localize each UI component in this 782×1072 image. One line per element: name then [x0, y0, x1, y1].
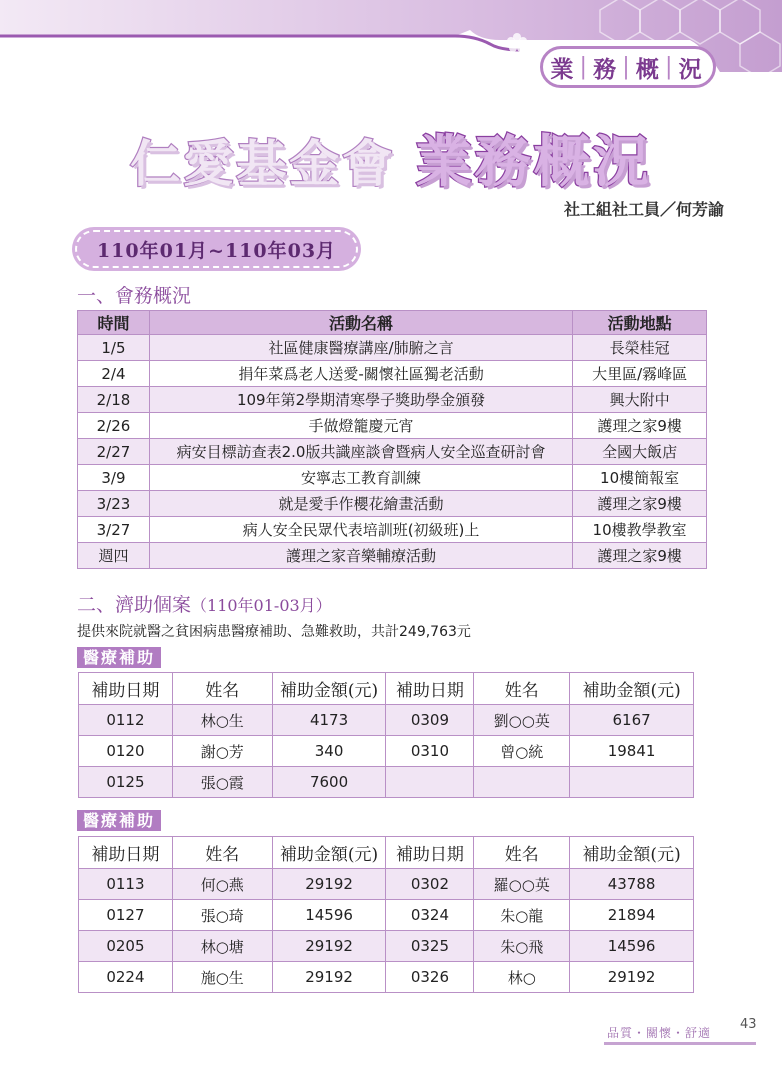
cell-date: 0224 — [79, 962, 173, 993]
table-row — [79, 962, 694, 993]
cell-amount: 21894 — [570, 900, 694, 931]
cell-activity: 病安目標訪查表2.0版共識座談會暨病人安全巡查研討會 — [149, 439, 572, 465]
table-row — [78, 413, 707, 439]
header-tag-char: 概 — [635, 55, 663, 83]
cell-amount: 29192 — [272, 931, 386, 962]
cell-name — [474, 767, 570, 798]
table-row — [78, 491, 707, 517]
cell-date: 0127 — [79, 900, 173, 931]
table-row — [78, 465, 707, 491]
cell-location: 興大附中 — [573, 387, 707, 413]
section2-title — [77, 590, 332, 617]
cell-activity: 捐年菜爲老人送愛-關懷社區獨老活動 — [149, 361, 572, 387]
table-row — [79, 869, 694, 900]
table-header-row — [79, 673, 694, 705]
cell-location: 全國大飯店 — [573, 439, 707, 465]
cell-date: 0302 — [386, 869, 474, 900]
cell-activity: 護理之家音樂輔療活動 — [149, 543, 572, 569]
cell-date: 3/23 — [78, 491, 150, 517]
title-part1: 仁愛基金會 — [130, 135, 396, 193]
cell-date: 0113 — [79, 869, 173, 900]
section1-title: 一、會務概況 — [77, 285, 192, 307]
column-header: 補助日期 — [79, 673, 173, 705]
cell-name: 何○燕 — [172, 869, 272, 900]
aid-table-1 — [78, 672, 694, 798]
cell-amount: 29192 — [272, 869, 386, 900]
cell-name: 林○ — [474, 962, 570, 993]
table-row — [78, 335, 707, 361]
cell-date: 0205 — [79, 931, 173, 962]
cell-location: 護理之家9樓 — [573, 491, 707, 517]
aid-description: 提供來院就醫之貧困病患醫療補助、急難救助，共計249,763元 — [77, 624, 471, 640]
cell-amount: 19841 — [570, 736, 694, 767]
column-header: 活動地點 — [573, 311, 707, 335]
cell-location: 長榮桂冠 — [573, 335, 707, 361]
cell-location: 護理之家9樓 — [573, 543, 707, 569]
cell-date: 0325 — [386, 931, 474, 962]
column-header: 補助日期 — [79, 837, 173, 869]
table-row — [78, 361, 707, 387]
table-row — [79, 767, 694, 798]
cell-name: 林○塘 — [172, 931, 272, 962]
cell-amount: 14596 — [570, 931, 694, 962]
column-header: 補助金額(元) — [272, 837, 386, 869]
section2-subtitle: （110年01-03月） — [191, 596, 332, 615]
page-title — [0, 118, 782, 198]
column-header: 活動名稱 — [149, 311, 572, 335]
column-header: 補助金額(元) — [570, 673, 694, 705]
cell-name: 劉○○英 — [474, 705, 570, 736]
cell-name: 張○琦 — [172, 900, 272, 931]
cell-date: 3/9 — [78, 465, 150, 491]
cell-activity: 109年第2學期清寒學子獎助學金頒發 — [149, 387, 572, 413]
column-header: 補助日期 — [386, 673, 474, 705]
column-header: 補助日期 — [386, 837, 474, 869]
cell-activity: 社區健康醫療講座/肺腑之言 — [149, 335, 572, 361]
table-header-row — [78, 311, 707, 335]
cell-amount — [570, 767, 694, 798]
cell-amount: 14596 — [272, 900, 386, 931]
page-number: 43 — [740, 1017, 757, 1032]
cell-amount: 4173 — [272, 705, 386, 736]
cell-date: 2/4 — [78, 361, 150, 387]
cell-date: 0120 — [79, 736, 173, 767]
aid-label: 醫療補助 — [77, 647, 161, 668]
cell-name: 朱○龍 — [474, 900, 570, 931]
table-header-row — [79, 837, 694, 869]
header-tag: 業 | 務 | 概 | 況 — [540, 46, 716, 88]
section2-title-text: 二、濟助個案 — [77, 594, 192, 616]
cell-activity: 就是愛手作櫻花繪畫活動 — [149, 491, 572, 517]
cell-name: 朱○飛 — [474, 931, 570, 962]
footer-slogan: 品質・關懷・舒適 — [607, 1026, 712, 1040]
column-header: 姓名 — [474, 673, 570, 705]
cell-name: 曾○統 — [474, 736, 570, 767]
cell-date: 0326 — [386, 962, 474, 993]
cell-date: 2/26 — [78, 413, 150, 439]
period-badge: 110年01月~110年03月 — [75, 230, 358, 268]
cell-activity: 病人安全民眾代表培訓班(初級班)上 — [149, 517, 572, 543]
cell-date: 2/18 — [78, 387, 150, 413]
aid-table-2 — [78, 836, 694, 993]
cell-name: 林○生 — [172, 705, 272, 736]
footer-line — [604, 1042, 756, 1045]
cell-name: 張○霞 — [172, 767, 272, 798]
cell-date: 2/27 — [78, 439, 150, 465]
cell-date: 0125 — [79, 767, 173, 798]
column-header: 時間 — [78, 311, 150, 335]
cell-date: 1/5 — [78, 335, 150, 361]
cell-date: 0310 — [386, 736, 474, 767]
header-tag-char: 業 — [550, 55, 578, 83]
aid-label: 醫療補助 — [77, 810, 161, 831]
cell-amount: 29192 — [272, 962, 386, 993]
table-row — [78, 543, 707, 569]
table-row — [79, 736, 694, 767]
cell-name: 羅○○英 — [474, 869, 570, 900]
title-part2: 業務概況 — [415, 130, 652, 195]
cell-name: 謝○芳 — [172, 736, 272, 767]
table-row — [79, 900, 694, 931]
column-header: 補助金額(元) — [272, 673, 386, 705]
table-row — [79, 931, 694, 962]
column-header: 姓名 — [474, 837, 570, 869]
cell-amount: 340 — [272, 736, 386, 767]
author: 社工組社工員／何芳諭 — [563, 200, 724, 219]
cell-amount: 7600 — [272, 767, 386, 798]
cell-amount: 6167 — [570, 705, 694, 736]
cell-date: 0309 — [386, 705, 474, 736]
cell-location: 大里區/霧峰區 — [573, 361, 707, 387]
table-row — [78, 517, 707, 543]
cell-location: 護理之家9樓 — [573, 413, 707, 439]
cell-name: 施○生 — [172, 962, 272, 993]
cell-date — [386, 767, 474, 798]
header-tag-char: 況 — [678, 55, 706, 83]
column-header: 姓名 — [172, 837, 272, 869]
table-row — [78, 387, 707, 413]
cell-date: 0112 — [79, 705, 173, 736]
aid-table1-label — [77, 645, 161, 668]
cell-location: 10樓教學教室 — [573, 517, 707, 543]
header-tag-char: 務 — [593, 55, 621, 83]
aid-table2-label — [77, 808, 161, 831]
column-header: 補助金額(元) — [570, 837, 694, 869]
table-row — [78, 439, 707, 465]
cell-date: 週四 — [78, 543, 150, 569]
cell-amount: 43788 — [570, 869, 694, 900]
cell-activity: 手做燈籠慶元宵 — [149, 413, 572, 439]
column-header: 姓名 — [172, 673, 272, 705]
cell-location: 10樓簡報室 — [573, 465, 707, 491]
cell-activity: 安寧志工教育訓練 — [149, 465, 572, 491]
cell-amount: 29192 — [570, 962, 694, 993]
cell-date: 3/27 — [78, 517, 150, 543]
table-row — [79, 705, 694, 736]
activity-table — [77, 310, 707, 569]
cell-date: 0324 — [386, 900, 474, 931]
